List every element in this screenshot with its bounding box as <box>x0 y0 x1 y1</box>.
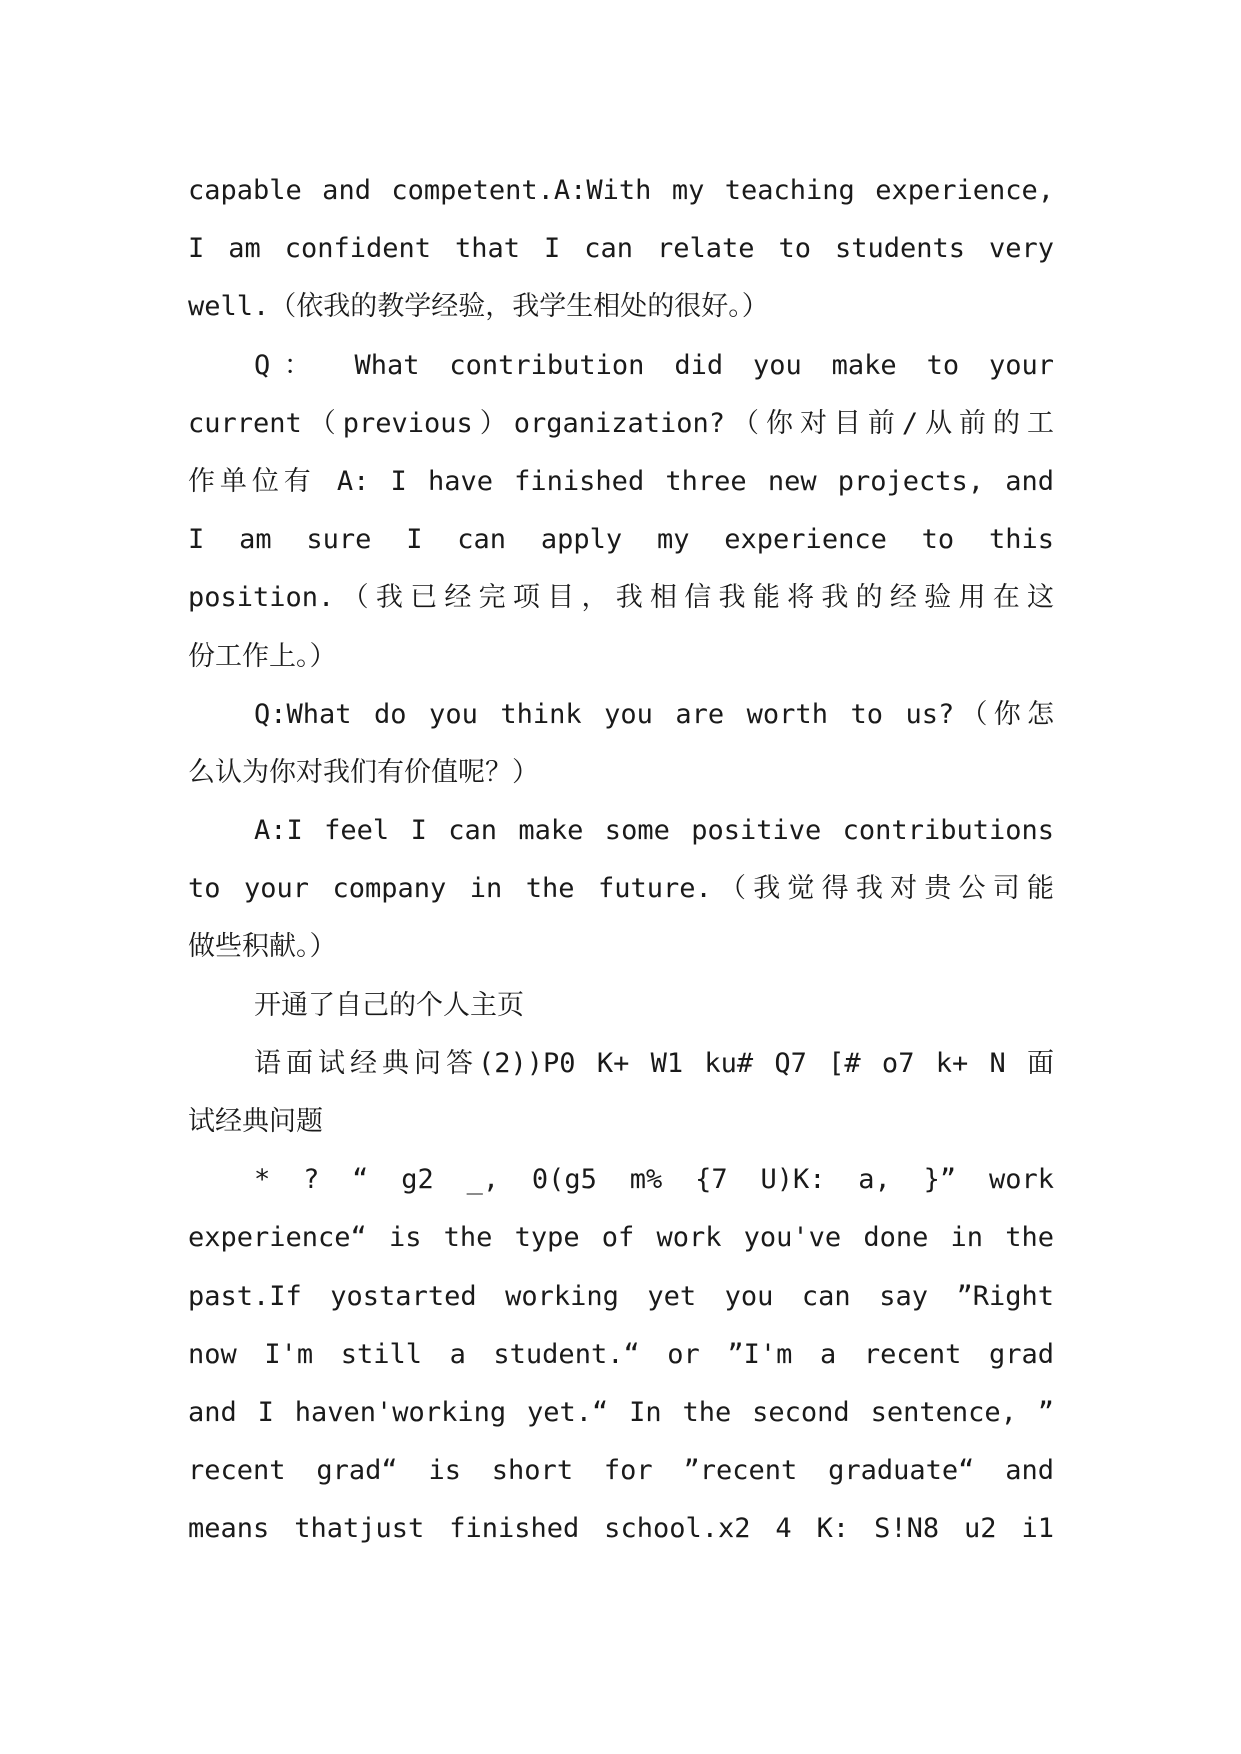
text-line: past.If yostarted working yet you can say ”Right <box>188 1280 1054 1312</box>
text-line: capable and competent.A:With my teaching experience, <box>188 175 1054 206</box>
text-line: means thatjust finished school.x2 4 K: S!N8 u2 i1 <box>188 1513 1054 1545</box>
text-line: 么认为你对我们有价值呢？） <box>188 756 539 788</box>
text-line: 开通了自己的个人主页 <box>254 989 524 1021</box>
text-line: I am sure I can apply my experience to this <box>188 524 1054 556</box>
document-body <box>188 162 1054 1559</box>
text-line: 份工作上。） <box>188 640 337 672</box>
text-line: I am confident that I can relate to students very <box>188 233 1054 265</box>
text-line: 试经典问题 <box>188 1106 323 1137</box>
text-line: * ? “ g2 _, 0(g5 m% {7 U)K: a, }” work <box>254 1164 1054 1196</box>
text-line: position.（我已经完项目，我相信我能将我的经验用在这 <box>188 582 1054 614</box>
text-line: and I haven'working yet.“ In the second sentence, ” <box>188 1396 1054 1428</box>
text-line: 语面试经典问答(2))P0 K+ W1 ku# Q7 [# o7 k+ N 面 <box>254 1047 1054 1079</box>
text-line: A:I feel I can make some positive contributions <box>254 815 1054 847</box>
text-line: 作单位有 A: I have finished three new projects, and <box>188 465 1054 497</box>
text-line: experience“ is the type of work you've done in the <box>188 1222 1054 1254</box>
text-line: now I'm still a student.“ or ”I'm a recent grad <box>188 1338 1054 1370</box>
text-line: current（previous）organization?（你对目前/从前的工 <box>188 407 1054 439</box>
text-line: 做些积献。） <box>188 931 337 963</box>
text-line: Q： What contribution did you make to your <box>254 349 1054 381</box>
text-line: well.（依我的教学经验，我学生相处的很好。） <box>188 291 769 323</box>
text-line: to your company in the future.（我觉得我对贵公司能 <box>188 873 1054 905</box>
text-line: Q:What do you think you are worth to us?（你怎 <box>254 698 1054 730</box>
text-line: recent grad“ is short for ”recent graduate“ and <box>188 1455 1054 1487</box>
